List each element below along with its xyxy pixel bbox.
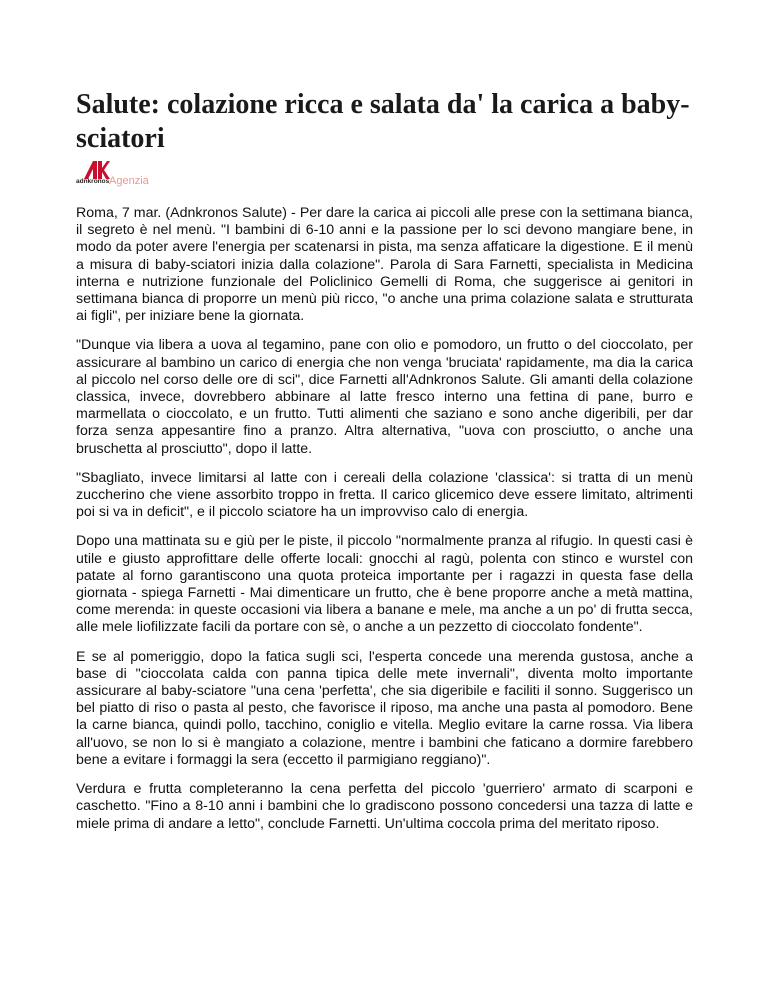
logo-sub-text: Agenzia	[109, 175, 149, 187]
article-paragraph: "Dunque via libera a uova al tegamino, pane con olio e pomodoro, un frutto o del cioccolato, per assicurare al bambino un carico di energia che non venga 'bruciata' rapidamente, ma dia la carica al piccolo nel corso delle ore di sci", dice Farnetti all'Adnkronos Salute. Gli amanti della colazione classica, invece, dovrebbero abbinare al latte fresco interno una fettina di pane, burro e marmellata o cioccolato, e un frutto. Tutti alimenti che saziano e sono anche digeribili, per dar forza senza appesantire fino a pranzo. Altra alternativa, "uova con prosciutto, o anche una bruschetta al prosciutto", dopo il latte.	[76, 337, 693, 457]
logo-brand-text: adnkronos	[76, 178, 110, 185]
article-paragraph: "Sbagliato, invece limitarsi al latte con i cereali della colazione 'classica': si tratta di un menù zuccherino che viene assorbito troppo in fretta. Il carico glicemico deve essere limitato, altrimenti poi si va in deficit", e il piccolo sciatore ha un improvviso calo di energia.	[76, 469, 693, 521]
article-title: Salute: colazione ricca e salata da' la carica a baby-sciatori	[76, 89, 690, 154]
article-paragraph: Roma, 7 mar. (Adnkronos Salute) - Per dare la carica ai piccoli alle prese con la settimana bianca, il segreto è nel menù. "I bambini di 6-10 anni e la passione per lo sci devono mangiare bene, in modo da poter avere l'energia per scatenarsi in pista, ma senza affaticare la digestione. E il menù a misura di baby-sciatori inizia dalla colazione". Parola di Sara Farnetti, specialista in Medicina interna e nutrizione funzionale del Policlinico Gemelli di Roma, che suggerisce ai genitori in settimana bianca di proporre un menù più ricco, "o anche una prima colazione salata e strutturata ai figli", per iniziare bene la giornata.	[76, 205, 693, 325]
article-paragraph: Dopo una mattinata su e giù per le piste, il piccolo "normalmente pranza al rifugio. In questi casi è utile e giusto approfittare delle offerte locali: gnocchi al ragù, polenta con stinco e wurstel con patate al forno garantiscono una quota proteica importante per i ragazzi in questa fase della giornata - spiega Farnetti - Mai dimenticare un frutto, che è bene proporre anche a metà mattina, come merenda: in queste occasioni via libera a banane e mele, ma anche a un po' di frutta secca, alle mele liofilizzate facili da portare con sè, o anche a un pezzetto di cioccolato fondente".	[76, 533, 693, 636]
article-paragraph: E se al pomeriggio, dopo la fatica sugli sci, l'esperta concede una merenda gustosa, anche a base di "cioccolata calda con panna tipica delle mete invernali", diventa molto importante assicurare al baby-sciatore "una cena 'perfetta', che sia digeribile e faciliti il sonno. Suggerisco un bel piatto di riso o pasta al pesto, che favorisce il riposo, ma anche una pasta al pomodoro. Bene la carne bianca, quindi pollo, tacchino, coniglio e vitella. Meglio evitare la carne rossa. Via libera all'uovo, se non lo si è mangiato a colazione, mentre i bambini che faticano a dormire farebbero bene a evitare i formaggi la sera (eccetto il parmigiano reggiano)".	[76, 648, 693, 768]
adnkronos-agenzia-logo	[76, 160, 166, 192]
article-body	[76, 205, 693, 845]
article-paragraph: Verdura e frutta completeranno la cena perfetta del piccolo 'guerriero' armato di scarponi e caschetto. "Fino a 8-10 anni i bambini che lo gradiscono possono concedersi una tazza di latte e miele prima di andare a letto", conclude Farnetti. Un'ultima coccola prima del meritato riposo.	[76, 781, 693, 832]
adnkronos-mark-icon	[76, 160, 110, 180]
